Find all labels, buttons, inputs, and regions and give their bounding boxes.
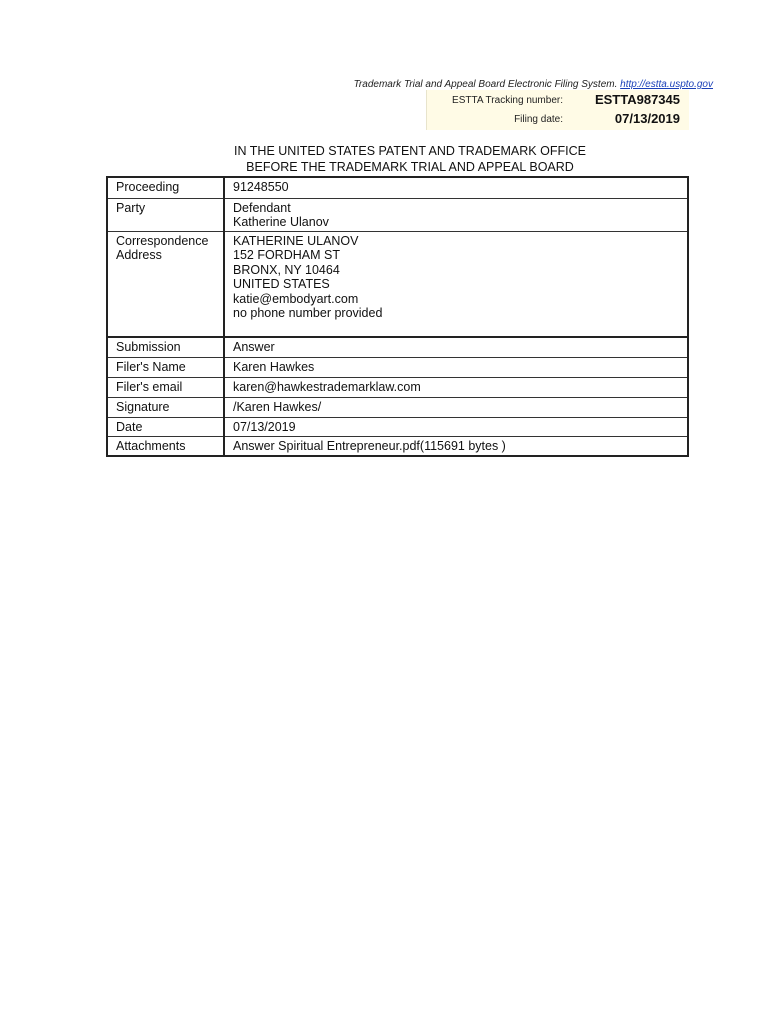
tracking-number-row [427,91,689,111]
attachments-value: Answer Spiritual Entrepreneur.pdf(115691 bytes ) [224,436,688,456]
filing-info-table [106,176,689,457]
date-value: 07/13/2019 [224,417,688,436]
correspondence-email: katie@embodyart.com [233,291,359,306]
signature-label: Signature [107,397,224,417]
table-row-attachments [107,436,688,456]
party-label: Party [107,198,224,231]
party-value [224,198,688,231]
table-row-submission [107,337,688,357]
correspondence-name: KATHERINE ULANOV [233,233,359,248]
table-row-party [107,198,688,231]
proceeding-label: Proceeding [107,177,224,198]
table-row-correspondence [107,231,688,337]
filer-name-value: Karen Hawkes [224,357,688,377]
signature-value: /Karen Hawkes/ [224,397,688,417]
filing-date-row [427,110,689,130]
filing-date-value: 07/13/2019 [614,111,680,126]
filer-email-label: Filer's email [107,377,224,397]
tracking-number-label: ESTTA Tracking number: [452,95,563,106]
table-row-signature [107,397,688,417]
filer-email-value: karen@hawkestrademarklaw.com [224,377,688,397]
correspondence-city: BRONX, NY 10464 [233,262,340,277]
tracking-box [426,90,689,130]
system-header-line [354,79,713,90]
filing-date-label: Filing date: [514,114,563,125]
table-row-filer-name [107,357,688,377]
correspondence-phone: no phone number provided [233,306,383,320]
submission-value: Answer [224,337,688,357]
table-row-filer-email [107,377,688,397]
correspondence-value [224,231,688,337]
correspondence-label-line1: Correspondence [116,233,209,248]
proceeding-value: 91248550 [224,177,688,198]
estta-link[interactable]: http://estta.uspto.gov [620,79,713,90]
party-role: Defendant [233,200,291,215]
correspondence-label [107,231,224,337]
table-row-date [107,417,688,436]
board-heading: BEFORE THE TRADEMARK TRIAL AND APPEAL BOARD [246,160,574,174]
system-text: Trademark Trial and Appeal Board Electronic Filing System. [353,79,618,90]
date-label: Date [107,417,224,436]
attachments-label: Attachments [107,436,224,456]
correspondence-label-line2: Address [116,248,162,262]
office-heading: IN THE UNITED STATES PATENT AND TRADEMARK OFFICE [234,144,586,158]
correspondence-street: 152 FORDHAM ST [233,248,340,262]
filer-name-label: Filer's Name [107,357,224,377]
tracking-number-value: ESTTA987345 [594,92,680,107]
table-row-proceeding [107,177,688,198]
submission-label: Submission [107,337,224,357]
correspondence-country: UNITED STATES [233,277,330,291]
party-name: Katherine Ulanov [233,215,329,229]
